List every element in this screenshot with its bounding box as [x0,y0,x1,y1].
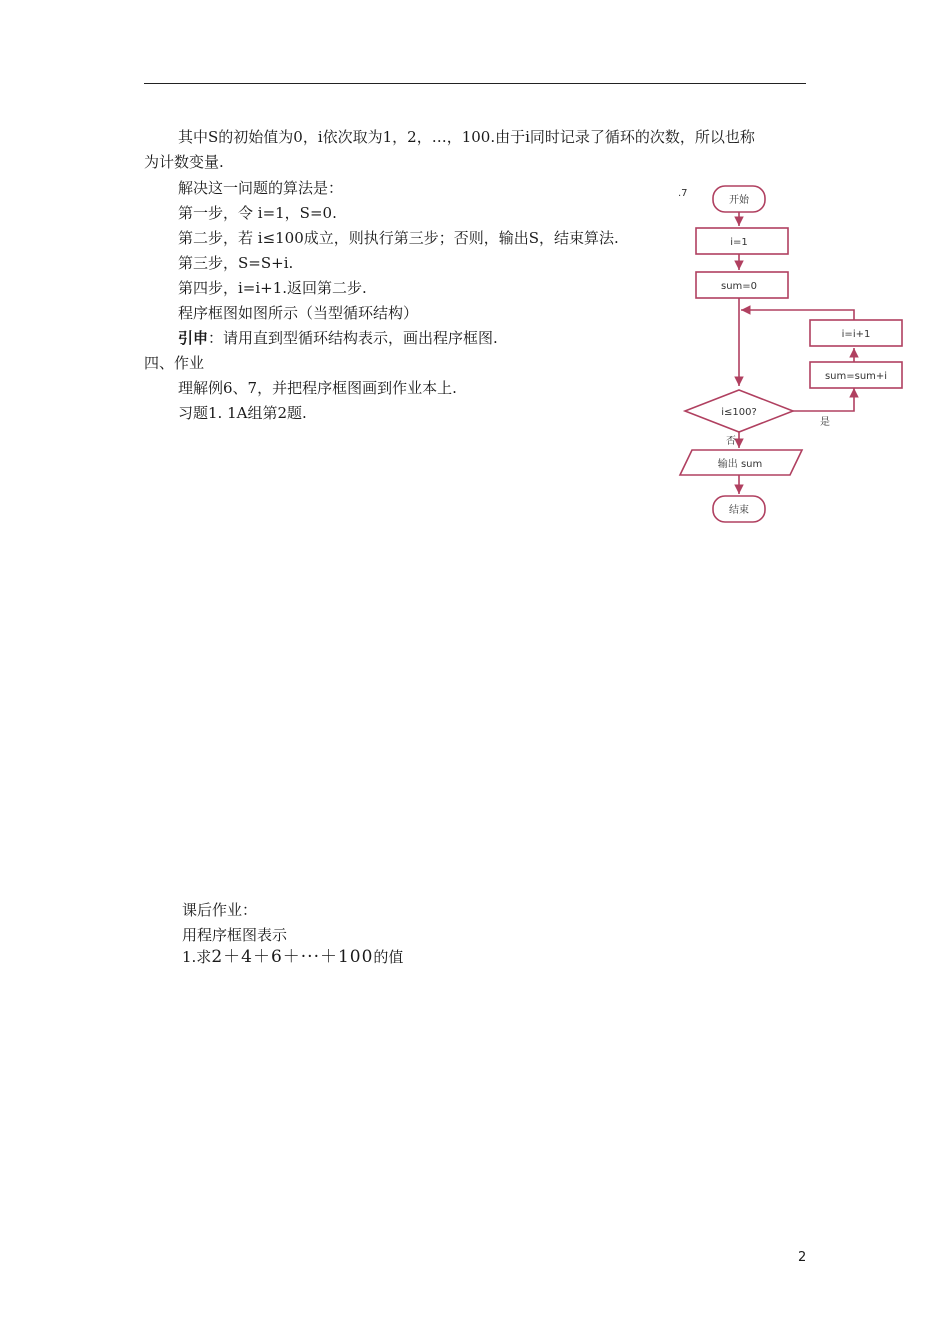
after-class-line: 用程序框图表示 [182,926,288,944]
end-label: 结束 [729,505,749,516]
output-label: 输出 sum [717,459,763,470]
step-one: 第一步，令 i=1，S=0. [178,204,337,222]
yes-branch [793,388,854,411]
page-number: 2 [798,1250,807,1265]
init-sum-label: sum=0 [720,281,758,292]
update-sum-label: sum=sum+i [824,371,888,382]
homework-line: 理解例6、7，并把程序框图画到作业本上. [178,379,457,397]
after-class-heading: 课后作业： [182,901,258,919]
step-two: 第二步，若 i≤100成立，则执行第三步；否则，输出S，结束算法. [178,229,619,247]
header-rule [144,83,806,84]
flowchart [678,178,918,538]
step-four: 第四步，i=i+1.返回第二步. [178,279,367,297]
exercise-line [182,947,403,967]
paragraph-line: 程序框图如图所示（当型循环结构） [178,304,419,322]
yes-label: 是 [820,417,830,428]
update-i-label: i=i+1 [841,329,871,340]
extension-label: 引申 [178,329,209,347]
exercise-prefix: 1.求 [182,948,212,966]
paragraph-line: 为计数变量. [144,153,224,171]
homework-line: 习题1. 1A组第2题. [178,404,307,422]
extension-line [178,328,498,348]
start-label: 开始 [729,195,749,206]
extension-text: ：请用直到型循环结构表示，画出程序框图. [208,329,498,347]
no-label: 否 [726,436,736,447]
section-heading: 四、作业 [144,354,205,372]
loop-back [741,310,854,320]
init-i-label: i=1 [730,237,748,248]
exercise-suffix: 的值 [373,948,404,966]
step-three: 第三步，S=S+i. [178,254,294,272]
paragraph-line: 解决这一问题的算法是： [178,179,344,197]
condition-label: i≤100? [721,407,757,418]
figure-label: .7 [678,188,688,199]
exercise-math: 2＋4＋6＋···＋100 [211,947,374,967]
paragraph-line: 其中S的初始值为0，i依次取为1，2，…，100.由于i同时记录了循环的次数，所以也称 [178,128,755,146]
